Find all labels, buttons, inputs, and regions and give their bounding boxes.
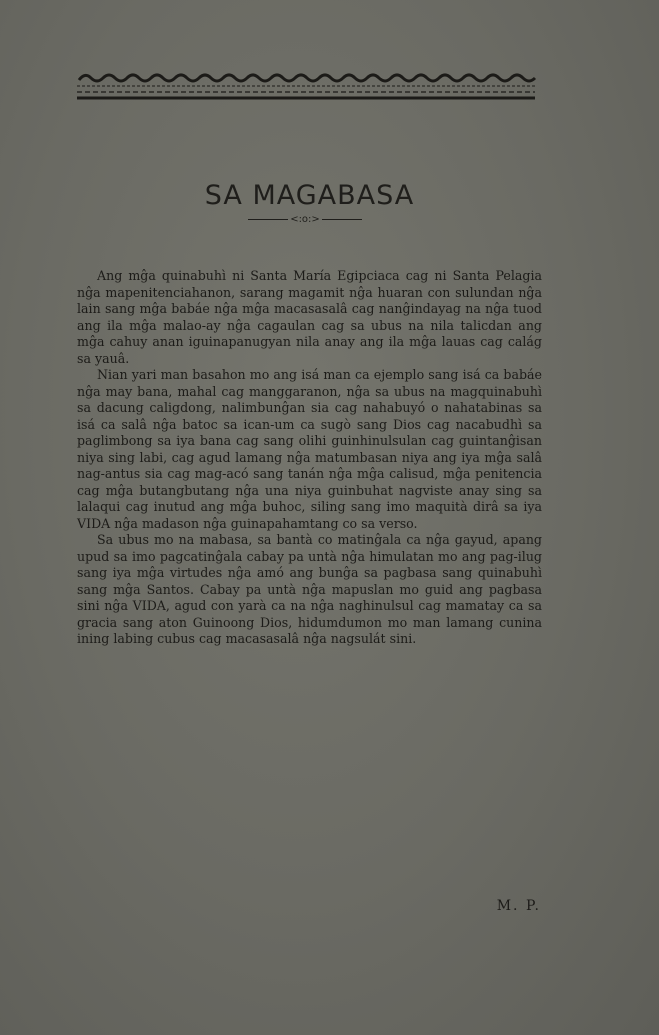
paragraph: Ang mĝa quinabuhì ni Santa María Egipciaca cag ni Santa Pelagia nĝa mapenitenciahanon, sarang magamit nĝa huaran con sulundan nĝa lain sang mĝa babáe nĝa mĝa macasasalâ cag nanĝindayag na nĝa tuod ang ila mĝa malao-ay nĝa cagaulan cag sa ubus na nila talicdan ang mĝa cahuy anan iguinapanugyan nila anay ang ila mĝa lauas cag calág sa yauâ. — [77, 268, 542, 366]
preface-body — [77, 268, 542, 648]
title-divider — [230, 214, 380, 226]
divider-line-left — [248, 219, 288, 220]
paragraph: Sa ubus mo na mabasa, sa bantà co matinĝala ca nĝa gayud, apang upud sa imo pagcatinĝala cabay pa untà nĝa himulatan mo ang pag-ilug sang iya mĝa virtudes nĝa amó ang bunĝa sa pagbasa sang quinabuhì sang mĝa Santos. Cabay pa untà nĝa mapuslan mo guid ang pagbasa sini nĝa VIDA, agud con yarà ca na nĝa naghinulsul cag mamatay ca sa gracia sang aton Guinoong Dios, hidumdumon mo man lamang cunina ining labing cubus cag macasasalâ nĝa nagsulát sini. — [77, 532, 542, 646]
page-title: SA MAGABASA — [204, 180, 415, 211]
divider-line-right — [322, 219, 362, 220]
divider-mark: <:o:> — [290, 214, 320, 225]
decorative-border-ornament — [75, 70, 537, 104]
author-signature: M. P. — [496, 898, 541, 914]
paragraph: Nian yari man basahon mo ang isá man ca ejemplo sang isá ca babáe nĝa may bana, mahal cag manggaranon, nĝa sa ubus na magquinabuhì sa dacung caligdong, nalimbunĝan sia cag nahabuyó o nahatabinas sa isá ca salâ nĝa batoc sa ican-um ca sugò sang Dios cag nacabudhì sa paglimbong sa iya bana cag sang olihi guinhinulsulan cag guintanĝisan niya sing labi, cag agud lamang nĝa matumbasan niya ang iya mĝa salâ nag-antus sia cag mag-acó sang tanán nĝa mĝa calisud, mĝa penitencia cag mĝa butangbutang nĝa una niya guinbuhat nagviste anay sing sa lalaqui cag inutud ang mĝa buhoc, siling sang imo maquità dirâ sa iya VIDA nĝa madason nĝa guinapahamtang co sa verso. — [77, 367, 542, 531]
